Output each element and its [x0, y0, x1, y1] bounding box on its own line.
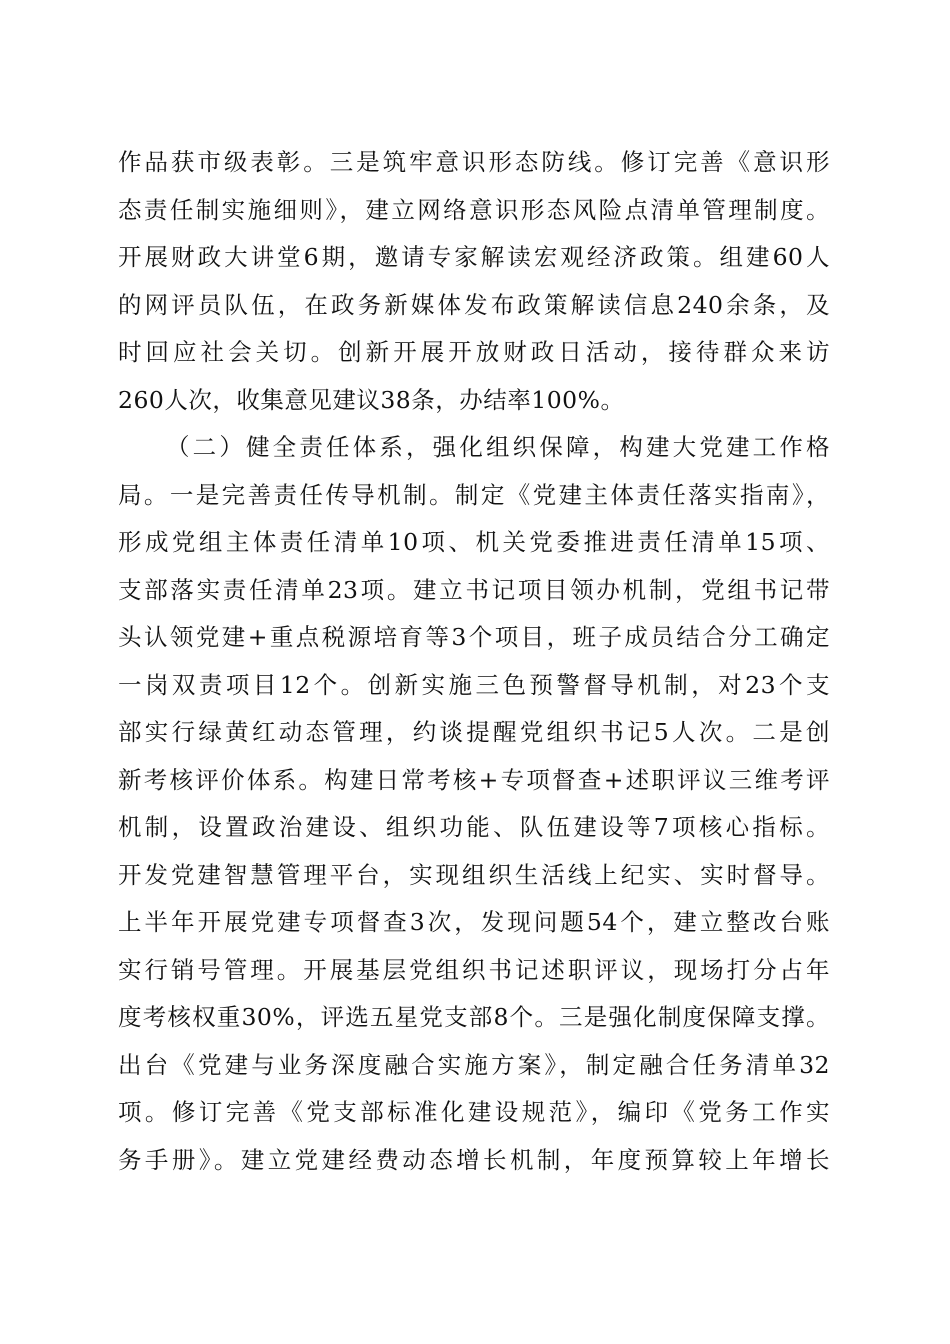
text-line: 新考核评价体系。构建日常考核+专项督查+述职评议三维考评 — [118, 766, 830, 794]
text-line: 项。修订完善《党支部标准化建设规范》，编印《党务工作实 — [118, 1098, 830, 1126]
text-line: 部实行绿黄红动态管理，约谈提醒党组织书记5人次。二是创 — [118, 718, 830, 746]
text-line: 作品获市级表彰。三是筑牢意识形态防线。修订完善《意识形 — [118, 148, 830, 176]
text-line: 务手册》。建立党建经费动态增长机制，年度预算较上年增长 — [118, 1146, 830, 1174]
text-line: 开展财政大讲堂6期，邀请专家解读宏观经济政策。组建60人 — [118, 243, 830, 271]
text-line: 头认领党建+重点税源培育等3个项目，班子成员结合分工确定 — [118, 623, 830, 651]
text-line: 260人次，收集意见建议38条，办结率100%。 — [118, 386, 625, 414]
text-line: 支部落实责任清单23项。建立书记项目领办机制，党组书记带 — [118, 576, 830, 604]
text-line: 形成党组主体责任清单10项、机关党委推进责任清单15项、 — [118, 528, 830, 556]
text-line: 局。一是完善责任传导机制。制定《党建主体责任落实指南》， — [118, 481, 830, 509]
text-line: 度考核权重30%，评选五星党支部8个。三是强化制度保障支撑。 — [118, 1003, 830, 1031]
text-line: 机制，设置政治建设、组织功能、队伍建设等7项核心指标。 — [118, 813, 830, 841]
text-line: 开发党建智慧管理平台，实现组织生活线上纪实、实时督导。 — [118, 861, 830, 889]
text-line: 实行销号管理。开展基层党组织书记述职评议，现场打分占年 — [118, 956, 830, 984]
text-line: 态责任制实施细则》，建立网络意识形态风险点清单管理制度。 — [118, 196, 830, 224]
text-line: 的网评员队伍，在政务新媒体发布政策解读信息240余条，及 — [118, 291, 830, 319]
text-line: 上半年开展党建专项督查3次，发现问题54个，建立整改台账 — [118, 908, 830, 936]
text-line: 一岗双责项目12个。创新实施三色预警督导机制，对23个支 — [118, 671, 830, 699]
text-line: 时回应社会关切。创新开展开放财政日活动，接待群众来访 — [118, 338, 830, 366]
text-line: 出台《党建与业务深度融合实施方案》，制定融合任务清单32 — [118, 1051, 830, 1079]
section-heading-line: （二）健全责任体系，强化组织保障，构建大党建工作格 — [166, 433, 830, 461]
